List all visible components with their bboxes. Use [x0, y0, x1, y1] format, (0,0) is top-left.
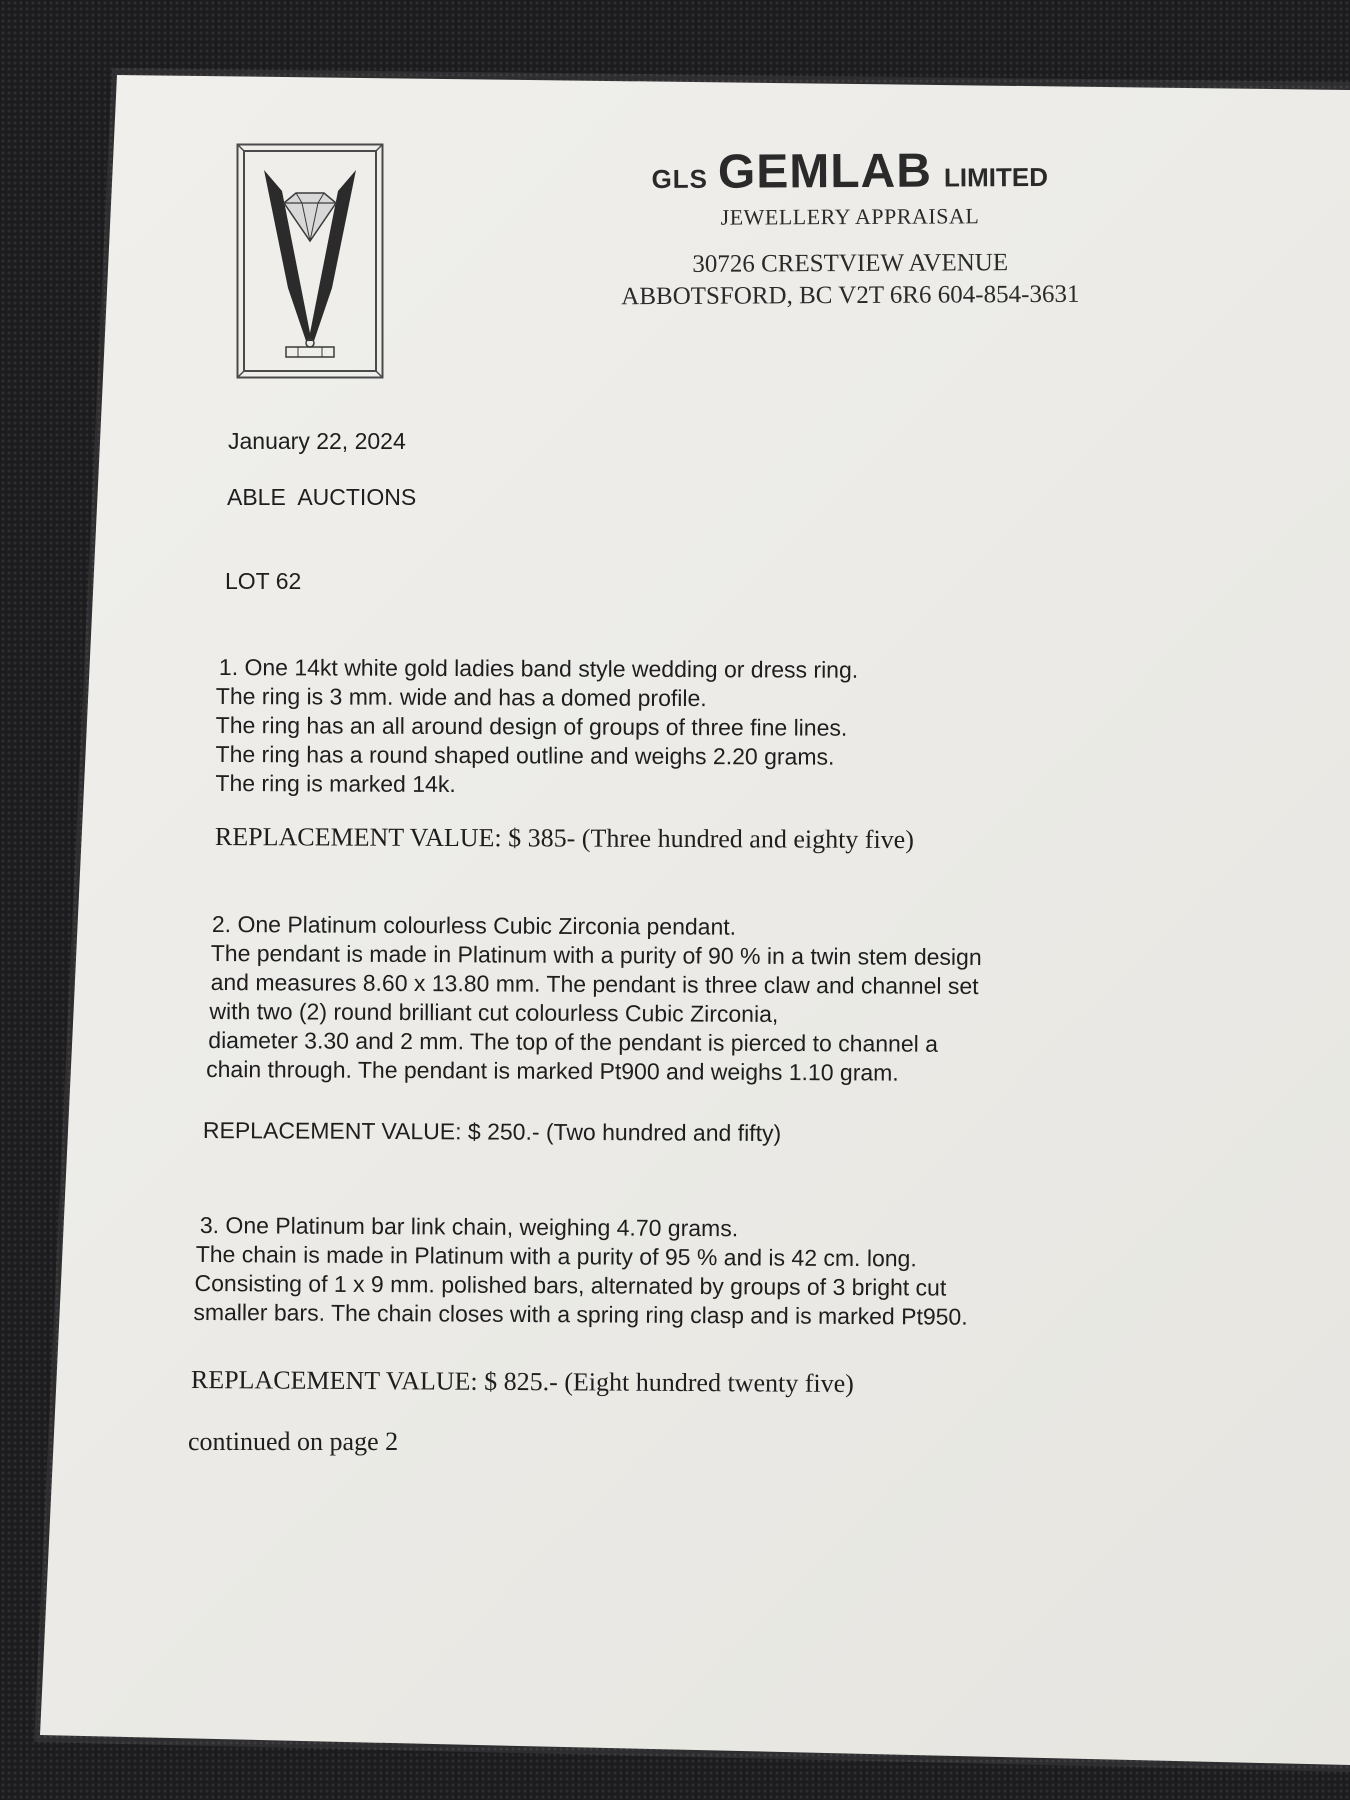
item-2-line: diameter 3.30 and 2 mm. The top of the pendant is pierced to channel a [208, 1026, 939, 1057]
item-2-line: with two (2) round brilliant cut colourless Cubic Zirconia, [209, 997, 779, 1027]
diamond-logo-icon [236, 143, 384, 379]
continued-note: continued on page 2 [188, 1427, 399, 1456]
item-3-description [193, 1211, 968, 1332]
item-3-replacement-value: REPLACEMENT VALUE: $ 825.- (Eight hundred twenty five) [190, 1365, 854, 1399]
item-1-description [215, 653, 859, 801]
item-2-line: chain through. The pendant is marked Pt900 and weighs 1.10 gram. [206, 1055, 899, 1086]
company-suffix: LIMITED [943, 161, 1049, 193]
company-name [590, 144, 1110, 199]
letterhead [590, 144, 1111, 312]
item-3-line: 3. One Platinum bar link chain, weighing 4.70 grams. [199, 1212, 739, 1242]
item-3-line: smaller bars. The chain closes with a spring ring clasp and is marked Pt950. [193, 1298, 968, 1330]
item-2-line: The pendant is made in Platinum with a purity of 90 % in a twin stem design [210, 939, 982, 971]
lot-number: LOT 62 [225, 568, 302, 594]
letter-date: January 22, 2024 [228, 428, 406, 454]
company-prefix: GLS [651, 163, 709, 195]
address-line-1: 30726 CRESTVIEW AVENUE [692, 249, 1009, 278]
item-1-line: The ring is 3 mm. wide and has a domed profile. [215, 682, 707, 712]
address-line-2: ABBOTSFORD, BC V2T 6R6 604-854-3631 [621, 280, 1080, 311]
item-2-line: 2. One Platinum colourless Cubic Zirconia pendant. [211, 911, 737, 940]
company-subtitle: JEWELLERY APPRAISAL [720, 203, 980, 230]
item-3-line: Consisting of 1 x 9 mm. polished bars, alternated by groups of 3 bright cut [194, 1269, 947, 1301]
item-1-line: The ring has an all around design of groups of three fine lines. [215, 711, 848, 741]
item-1-replacement-value: REPLACEMENT VALUE: $ 385- (Three hundred and eighty five) [214, 822, 914, 855]
item-1-line: The ring has a round shaped outline and weighs 2.20 grams. [215, 740, 835, 770]
recipient: ABLE AUCTIONS [227, 484, 417, 510]
item-1-line: The ring is marked 14k. [215, 769, 456, 798]
item-2-replacement-value: REPLACEMENT VALUE: $ 250.- (Two hundred and fifty) [202, 1117, 782, 1147]
company-brand: GEMLAB [717, 144, 933, 199]
item-3-line: The chain is made in Platinum with a purity of 95 % and is 42 cm. long. [195, 1240, 917, 1272]
item-2-description [206, 910, 982, 1088]
item-2-line: and measures 8.60 x 13.80 mm. The pendant is three claw and channel set [210, 968, 979, 1000]
item-1-line: 1. One 14kt white gold ladies band style wedding or dress ring. [218, 654, 859, 683]
